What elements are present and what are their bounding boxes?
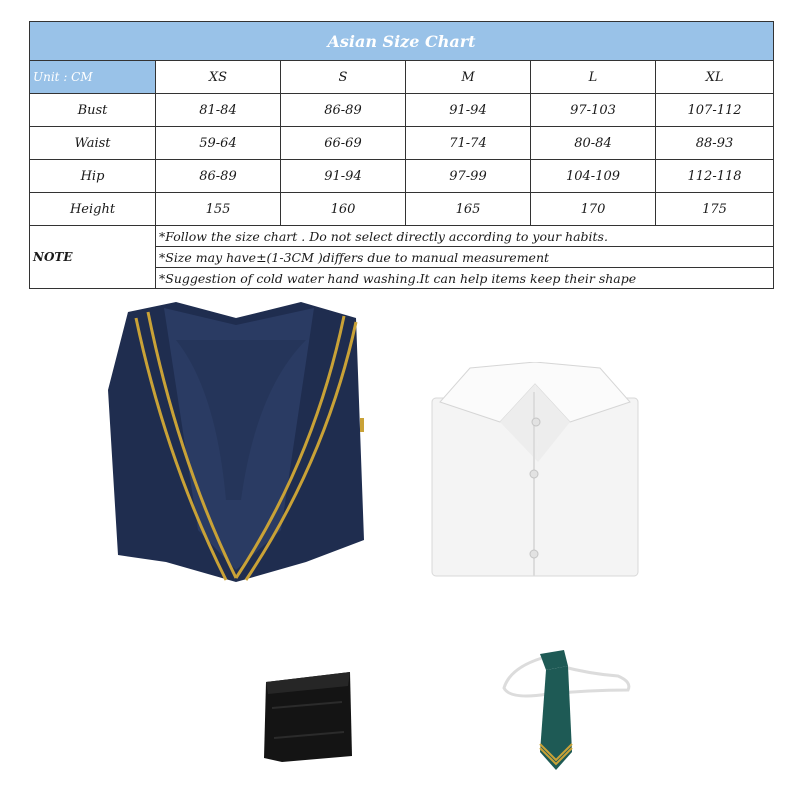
row-label: Height xyxy=(30,193,156,226)
shirt-icon xyxy=(430,362,640,580)
jacket-icon xyxy=(106,300,368,585)
table-cell: 91-94 xyxy=(281,160,406,193)
note-line: *Size may have±(1-3CM )differs due to manual measurement xyxy=(156,247,774,268)
table-cell: 155 xyxy=(156,193,281,226)
table-cell: 66-69 xyxy=(281,127,406,160)
table-row xyxy=(30,193,774,226)
row-label: Bust xyxy=(30,94,156,127)
unit-label: Unit : CM xyxy=(30,61,156,94)
size-header-row xyxy=(30,61,774,94)
table-cell: 107-112 xyxy=(656,94,774,127)
table-cell: 175 xyxy=(656,193,774,226)
table-cell: 80-84 xyxy=(531,127,656,160)
table-cell: 86-89 xyxy=(281,94,406,127)
table-row xyxy=(30,94,774,127)
table-cell: 112-118 xyxy=(656,160,774,193)
note-line: *Follow the size chart . Do not select directly according to your habits. xyxy=(156,226,774,247)
table-cell: 104-109 xyxy=(531,160,656,193)
row-label: Hip xyxy=(30,160,156,193)
table-row xyxy=(30,160,774,193)
table-cell: 81-84 xyxy=(156,94,281,127)
table-cell: 88-93 xyxy=(656,127,774,160)
size-header: XS xyxy=(156,61,281,94)
size-chart-table xyxy=(29,21,774,289)
table-cell: 97-103 xyxy=(531,94,656,127)
table-cell: 97-99 xyxy=(406,160,531,193)
socks-icon xyxy=(262,668,354,764)
table-cell: 165 xyxy=(406,193,531,226)
table-cell: 91-94 xyxy=(406,94,531,127)
table-cell: 59-64 xyxy=(156,127,281,160)
note-label: NOTE xyxy=(30,226,156,289)
chart-title: Asian Size Chart xyxy=(30,22,774,61)
table-cell: 160 xyxy=(281,193,406,226)
note-line: *Suggestion of cold water hand washing.It can help items keep their shape xyxy=(156,268,774,289)
table-cell: 71-74 xyxy=(406,127,531,160)
size-header: XL xyxy=(656,61,774,94)
table-cell: 86-89 xyxy=(156,160,281,193)
necktie-icon xyxy=(500,648,635,772)
size-header: M xyxy=(406,61,531,94)
table-row xyxy=(30,127,774,160)
size-header: S xyxy=(281,61,406,94)
size-header: L xyxy=(531,61,656,94)
size-chart xyxy=(29,21,773,289)
row-label: Waist xyxy=(30,127,156,160)
table-cell: 170 xyxy=(531,193,656,226)
